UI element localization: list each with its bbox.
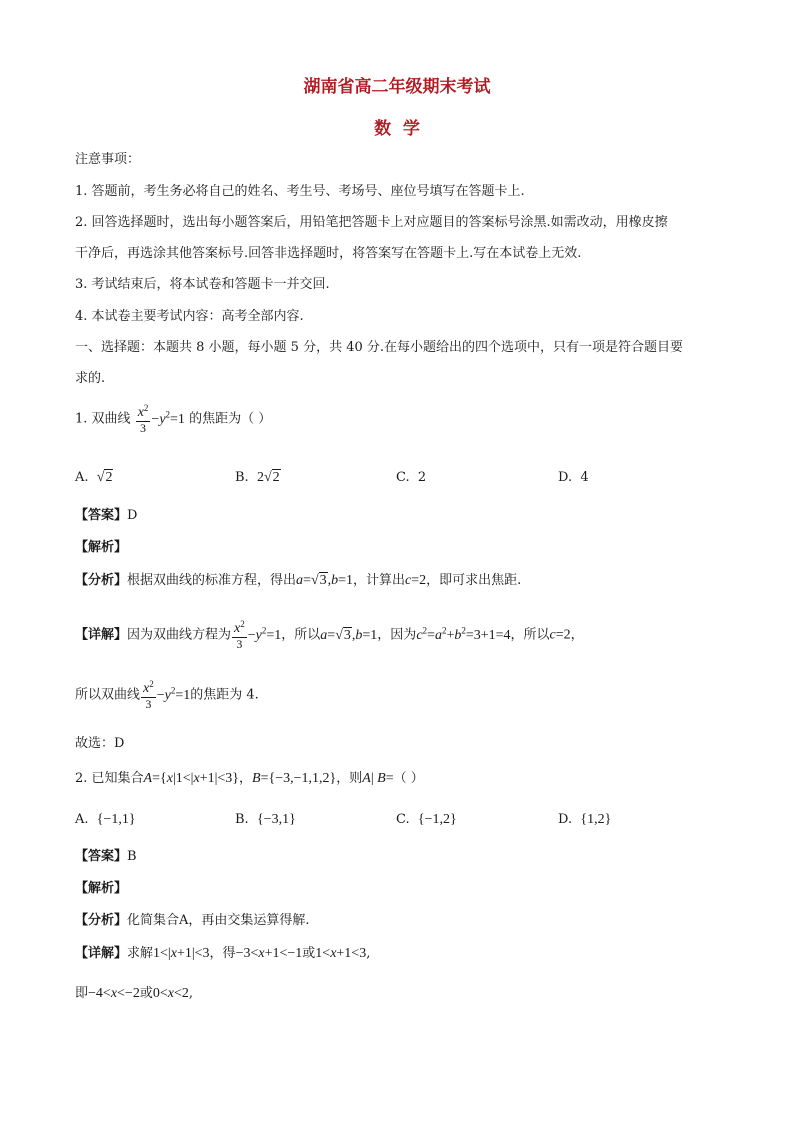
q2-option-c: C. {−1,2}	[396, 812, 457, 827]
note-4: 4. 本试卷主要考试内容：高考全部内容.	[75, 309, 304, 324]
q1-option-c: C. 2	[396, 470, 427, 485]
q1-stem	[75, 404, 271, 434]
q1-option-d: D. 4	[558, 470, 589, 485]
q1-answer-value: D	[127, 508, 138, 523]
fenxi-tag: 【分析】	[75, 573, 128, 588]
q2-detail-2: 即−4<x<−2或0<x<2,	[75, 986, 194, 1001]
q2-option-d: D. {1,2}	[558, 812, 612, 827]
note-1: 1. 答题前，考生务必将自己的姓名、考生号、考场号、座位号填写在答题卡上.	[75, 184, 525, 199]
q2-answer: 【答案】B	[75, 849, 137, 864]
q2-option-a: A. {−1,1}	[75, 812, 136, 827]
answer-tag: 【答案】	[75, 508, 128, 523]
q1-suffix: 的焦距为（ ）	[189, 411, 272, 427]
q1-detail: 【详解】因为双曲线方程为 $\frac{x^2}{3}$ $-y^2=1$，所以a=√3,b=1，因为$c^2=a^2+b^2=3+1=4$，所以c=2，	[75, 619, 584, 651]
q2-detail: 【详解】求解1<|x+1|<3，得−3<x+1<−1或1<x+1<3,	[75, 946, 371, 961]
section1-line2: 求的.	[75, 371, 106, 386]
note-2a: 2. 回答选择题时，选出每小题答案后，用铅笔把答题卡上对应题目的答案标号涂黑.如需改动，用橡皮擦	[75, 215, 668, 230]
q1-detail-2: 所以双曲线 $\frac{x^2}{3}$ $-y^2=1$的焦距为 4.	[75, 679, 259, 711]
q2-stem: 2. 已知集合A={x|1<|x+1|<3}，B={−3,−1,1,2}，则A| B=（ ）	[75, 771, 424, 786]
section1-line1: 一、选择题：本题共 8 小题，每小题 5 分，共 40 分.在每小题给出的四个选项中，只有一项是符合题目要	[75, 340, 684, 355]
q2-answer-value: B	[127, 849, 137, 864]
q1-analysis-tag: 【解析】	[75, 540, 128, 555]
q1-answer	[75, 508, 137, 524]
detail-tag: 【详解】	[75, 627, 128, 643]
q1-fenxi: 【分析】根据双曲线的标准方程，得出a=√3,b=1，计算出c=2，即可求出焦距.	[75, 573, 522, 588]
q2-option-b: B. {−3,1}	[235, 812, 296, 827]
q1-fraction: $\frac{x^2}{3}$	[137, 403, 149, 435]
exam-title: 湖南省高二年级期末考试	[303, 77, 491, 97]
q1-option-b: B. 2√2	[235, 470, 280, 485]
notes-heading: 注意事项：	[75, 152, 141, 167]
subject-title: 数 学	[374, 119, 420, 139]
q1-equation-rest: $-y^2=1$	[151, 408, 185, 427]
q1-prefix: 1. 双曲线	[75, 411, 131, 427]
q2-analysis-tag: 【解析】	[75, 881, 128, 896]
q2-fenxi: 【分析】化简集合A，再由交集运算得解.	[75, 913, 310, 928]
q1-option-a: A. √2	[75, 470, 113, 485]
note-2b: 干净后，再选涂其他答案标号.回答非选择题时，将答案写在答题卡上.写在本试卷上无效.	[75, 246, 582, 261]
note-3: 3. 考试结束后，将本试卷和答题卡一并交回.	[75, 277, 330, 292]
sqrt-2: √2	[96, 470, 113, 485]
q1-choose: 故选：D	[75, 736, 125, 751]
